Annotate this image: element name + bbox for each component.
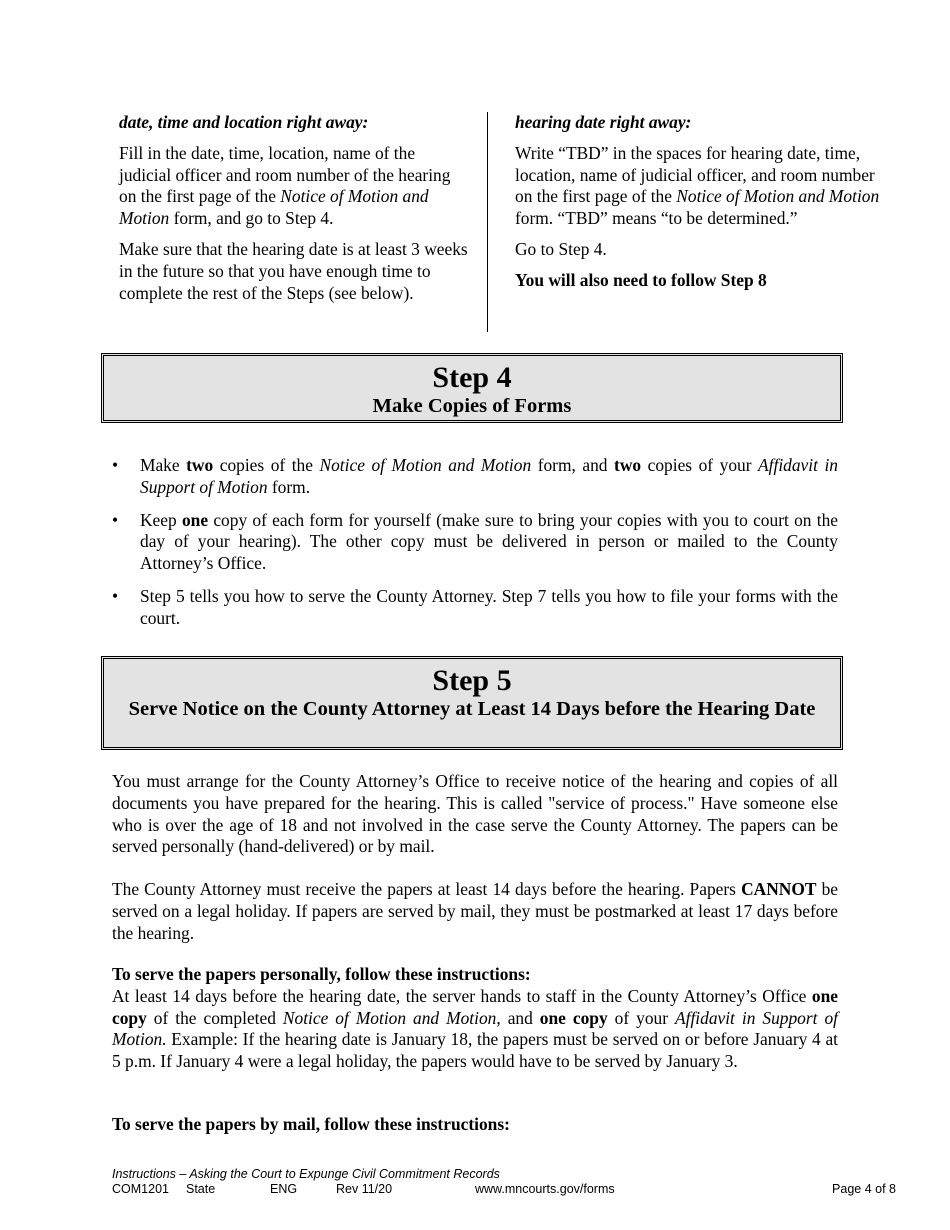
step-5-paragraph-1: You must arrange for the County Attorney’s Office to receive notice of the hearing and copies of all documents you have prepared for the hearing. This is called "service of process." Have someone else who is over the age of 18 and not involved in the case serve the County Attorney. The papers can be served personally (hand-delivered) or by mail. [112,771,838,857]
text: Example: If the hearing date is January 18, the papers must be served on or before January 4 at 5 p.m. If January 4 were a legal holiday, the papers would have to be served by January 3. [112,1029,838,1072]
footer-url[interactable]: www.mncourts.gov/forms [475,1182,615,1196]
personal-service-heading [112,964,838,986]
left-column-paragraph-2: Make sure that the hearing date is at least 3 weeks in the future so that you have enough time to complete the rest of the Steps (see below). [119,238,468,303]
footer-form-code: COM1201 [112,1182,169,1196]
text: Step 5 tells you how to serve the County Attorney. Step 7 tells you how to file your forms with the court. [140,585,838,628]
personal-service-paragraph [112,986,838,1073]
text: of the completed [146,1007,283,1028]
left-column-heading: date, time and location right away: [119,112,369,132]
text: form, and [531,455,615,475]
text: Keep [140,509,182,530]
mail-service-heading [112,1114,838,1136]
footer-language: ENG [270,1182,298,1196]
left-column-paragraph-1 [119,143,469,230]
bullet-icon: • [112,509,119,530]
text: Write “TBD” in the spaces for hearing date, time, location, name of judicial officer, and room number on the first page of the [515,142,875,207]
left-column [119,112,469,304]
form-name: Affidavit in Support of Motion. [112,1007,838,1050]
bold-text: To serve the papers personally, follow these instructions: [112,964,531,984]
step-4-header [101,353,843,423]
bold-text: one [181,509,209,530]
form-name: Notice of Motion and Motion [319,455,532,475]
bold-text: CANNOT [741,879,817,899]
step-4-bullet-list [112,455,838,641]
text: copies of your [641,455,759,475]
step-4-title: Step 4 [432,361,512,394]
footer-revision: Rev 11/20 [336,1182,393,1196]
form-name: Affidavit in Support of Motion [140,455,839,497]
right-column-paragraph-2: Go to Step 4. [515,238,607,259]
right-column-heading: hearing date right away: [515,112,692,132]
bold-text: two [186,455,214,475]
text: Make [140,455,187,475]
list-item [112,510,838,575]
right-column [515,112,893,292]
column-divider [487,112,488,332]
footer-meta [112,1182,896,1197]
bold-text: To serve the papers by mail, follow these instructions: [112,1114,510,1134]
text: At least 14 days before the hearing date, the server hands to staff in the County Attorney’s Office [112,985,812,1006]
step-5-header [101,656,843,750]
footer-page-number: Page 4 of 8 [832,1182,896,1196]
text: be served on a legal holiday. If papers are served by mail, they must be postmarked at least 17 days before the hearing. [112,879,839,943]
bold-text: You will also need to follow Step 8 [515,269,767,290]
text: copies of the [213,455,320,475]
form-name: Notice of Motion and Motion [282,1007,497,1028]
text: copy of each form for yourself (make sure to bring your copies with you to court on the day of your hearing). The other copy must be delivered in person or mailed to the County Attorney’s Office. [140,509,838,574]
list-item [112,455,838,499]
form-name: Notice of Motion and Motion [119,186,429,229]
footer-jurisdiction: State [186,1182,216,1196]
bullet-icon: • [112,585,119,606]
step-4-subtitle: Make Copies of Forms [372,395,572,417]
footer-title: Instructions – Asking the Court to Expunge Civil Commitment Records [112,1167,500,1181]
text: of your [607,1007,675,1028]
right-column-paragraph-1 [515,143,893,230]
right-column-paragraph-3 [515,270,893,292]
text: form. [267,476,311,497]
text: Fill in the date, time, location, name of the judicial officer and room number of the hearing on the first page of the [119,142,451,207]
list-item [112,586,838,630]
bold-text: one copy [112,985,838,1028]
bullet-icon: • [112,455,119,475]
text: form. “TBD” means “to be determined.” [515,208,798,229]
bold-text: two [614,455,642,475]
text: , and [496,1007,540,1028]
step-5-paragraph-2 [112,879,838,944]
form-name: Notice of Motion and Motion [676,186,880,207]
text: The County Attorney must receive the papers at least 14 days before the hearing. Papers [112,879,742,899]
step-5-subtitle: Serve Notice on the County Attorney at Least 14 Days before the Hearing Date [128,698,816,720]
bold-text: one copy [539,1007,608,1028]
step-5-title: Step 5 [432,664,512,697]
personal-service-section [112,964,838,1073]
text: form, and go to Step 4. [169,208,334,229]
page-footer [112,1167,896,1197]
